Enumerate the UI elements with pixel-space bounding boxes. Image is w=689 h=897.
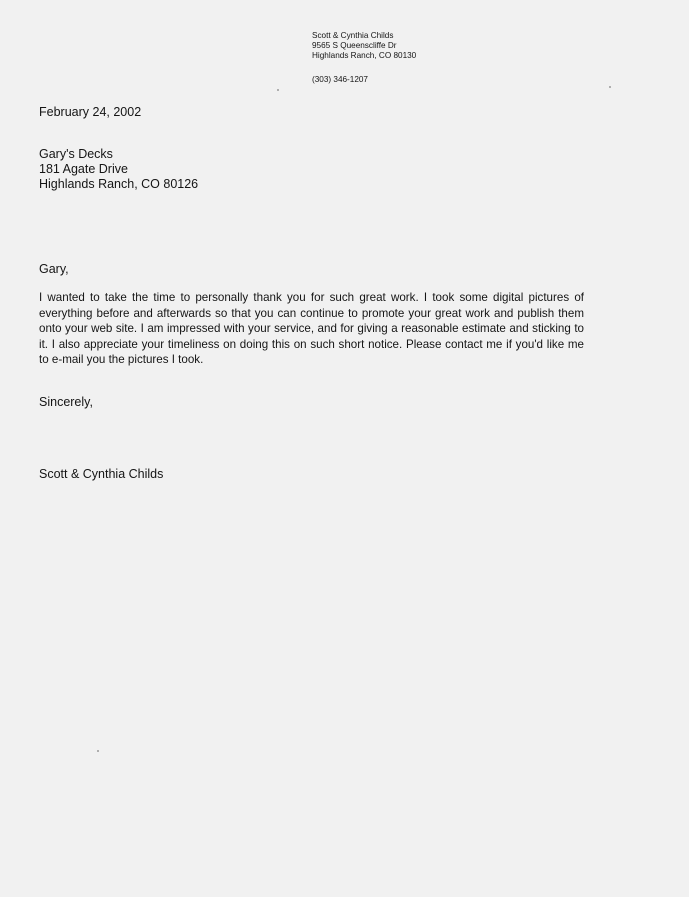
letter-date: February 24, 2002 (39, 105, 142, 119)
sender-phone: (303) 346-1207 (312, 75, 368, 84)
closing: Sincerely, (39, 395, 93, 409)
signature-name: Scott & Cynthia Childs (39, 467, 164, 481)
sender-street: 9565 S Queenscliffe Dr (312, 41, 397, 50)
salutation: Gary, (39, 262, 69, 276)
recipient-address-block (39, 147, 198, 192)
scan-speck (277, 89, 279, 91)
recipient-street: 181 Agate Drive (39, 162, 128, 176)
scan-speck (609, 86, 611, 88)
sender-name: Scott & Cynthia Childs (312, 31, 394, 40)
sender-city-line: Highlands Ranch, CO 80130 (312, 51, 417, 60)
recipient-name: Gary's Decks (39, 147, 113, 161)
sender-address-block (312, 31, 416, 85)
scan-speck (97, 750, 99, 752)
letter-body: I wanted to take the time to personally thank you for such great work. I took some digital pictures of everything before and afterwards so that you can continue to promote your great work and publish them onto your web site. I am impressed with your service, and for giving a reasonable estimate and sticking to it. I also appreciate your timeliness on doing this on such short notice. Please contact me if you'd like me to e-mail you the pictures I took. (39, 291, 584, 366)
recipient-city-line: Highlands Ranch, CO 80126 (39, 177, 199, 191)
